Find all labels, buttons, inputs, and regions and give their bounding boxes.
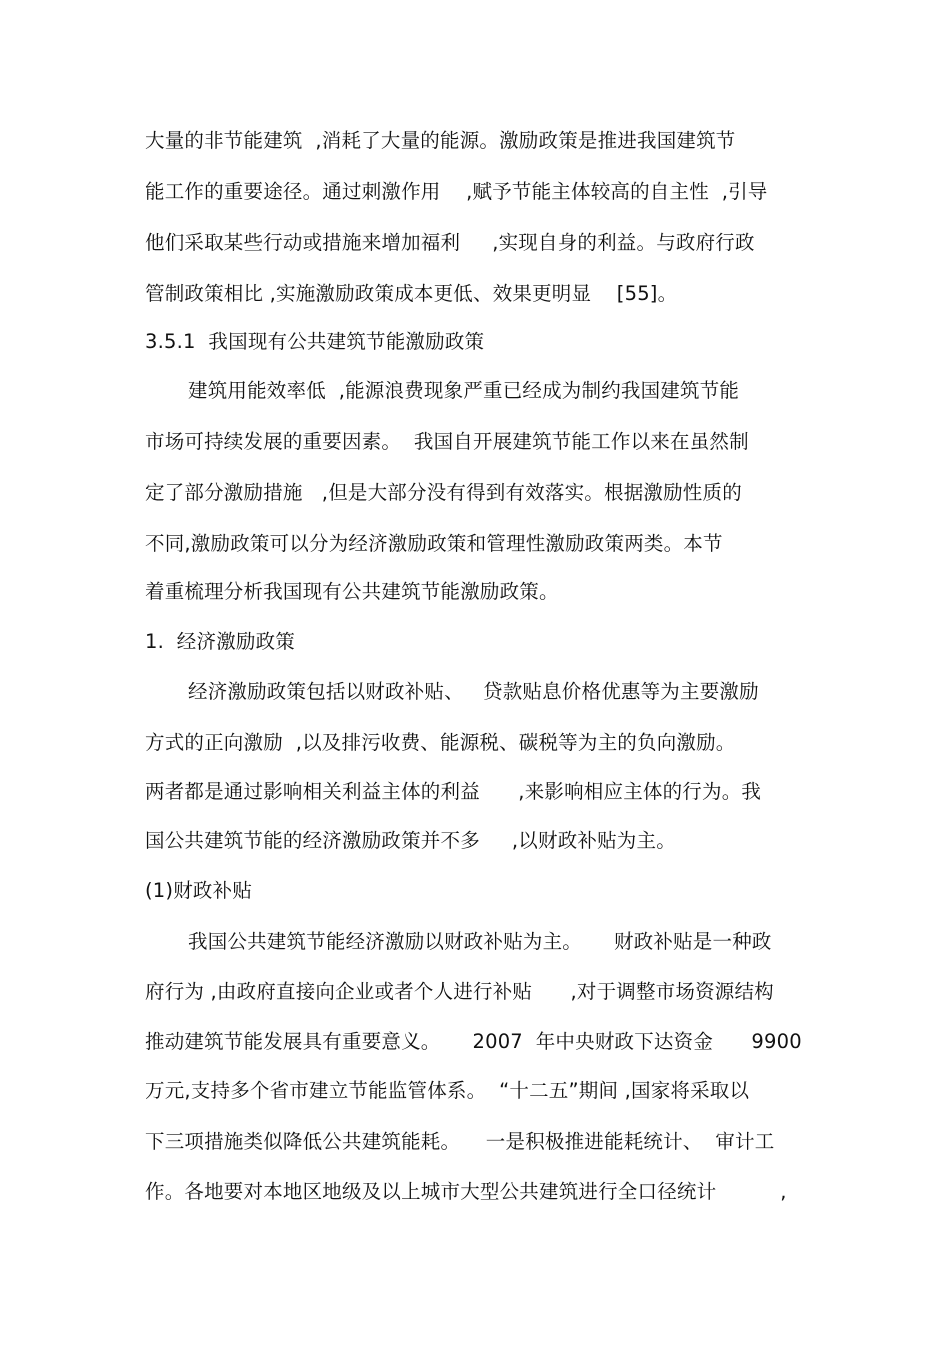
paragraph-line: 国公共建筑节能的经济激励政策并不多 ,以财政补贴为主。 bbox=[145, 829, 676, 852]
paragraph-line: 经济激励政策包括以财政补贴、 贷款贴息价格优惠等为主要激励 bbox=[188, 680, 759, 703]
paragraph-line: 市场可持续发展的重要因素。 我国自开展建筑节能工作以来在虽然制 bbox=[145, 430, 749, 453]
paragraph-line: 下三项措施类似降低公共建筑能耗。 一是积极推进能耗统计、 审计工 bbox=[145, 1130, 775, 1153]
paragraph-line: 府行为 ,由政府直接向企业或者个人进行补贴 ,对于调整市场资源结构 bbox=[145, 980, 774, 1003]
paragraph-line: 管制政策相比 ,实施激励政策成本更低、效果更明显 [55]。 bbox=[145, 282, 678, 305]
paragraph-line: 万元,支持多个省市建立节能监管体系。 “十二五”期间 ,国家将采取以 bbox=[145, 1079, 750, 1102]
paragraph-line: 两者都是通过影响相关利益主体的利益 ,来影响相应主体的行为。我 bbox=[145, 780, 762, 803]
paragraph-line: 定了部分激励措施 ,但是大部分没有得到有效落实。根据激励性质的 bbox=[145, 481, 742, 504]
paragraph-line: 他们采取某些行动或措施来增加福利 ,实现自身的利益。与政府行政 bbox=[145, 231, 755, 254]
paragraph-line: 作。各地要对本地区地级及以上城市大型公共建筑进行全口径统计 , bbox=[145, 1180, 787, 1203]
paragraph-line: 我国公共建筑节能经济激励以财政补贴为主。 财政补贴是一种政 bbox=[188, 930, 772, 953]
subsection-heading: (1)财政补贴 bbox=[145, 879, 253, 902]
paragraph-line: 方式的正向激励 ,以及排污收费、能源税、碳税等为主的负向激励。 bbox=[145, 731, 736, 754]
paragraph-line: 推动建筑节能发展具有重要意义。 2007 年中央财政下达资金 9900 bbox=[145, 1030, 802, 1053]
paragraph-line: 能工作的重要途径。通过刺激作用 ,赋予节能主体较高的自主性 ,引导 bbox=[145, 180, 768, 203]
section-heading: 3.5.1 我国现有公共建筑节能激励政策 bbox=[145, 330, 485, 353]
paragraph-line: 着重梳理分析我国现有公共建筑节能激励政策。 bbox=[145, 580, 559, 603]
paragraph-line: 不同,激励政策可以分为经济激励政策和管理性激励政策两类。本节 bbox=[145, 532, 723, 555]
subsection-heading: 1. 经济激励政策 bbox=[145, 630, 296, 653]
paragraph-line: 大量的非节能建筑 ,消耗了大量的能源。激励政策是推进我国建筑节 bbox=[145, 129, 736, 152]
paragraph-line: 建筑用能效率低 ,能源浪费现象严重已经成为制约我国建筑节能 bbox=[188, 379, 740, 402]
